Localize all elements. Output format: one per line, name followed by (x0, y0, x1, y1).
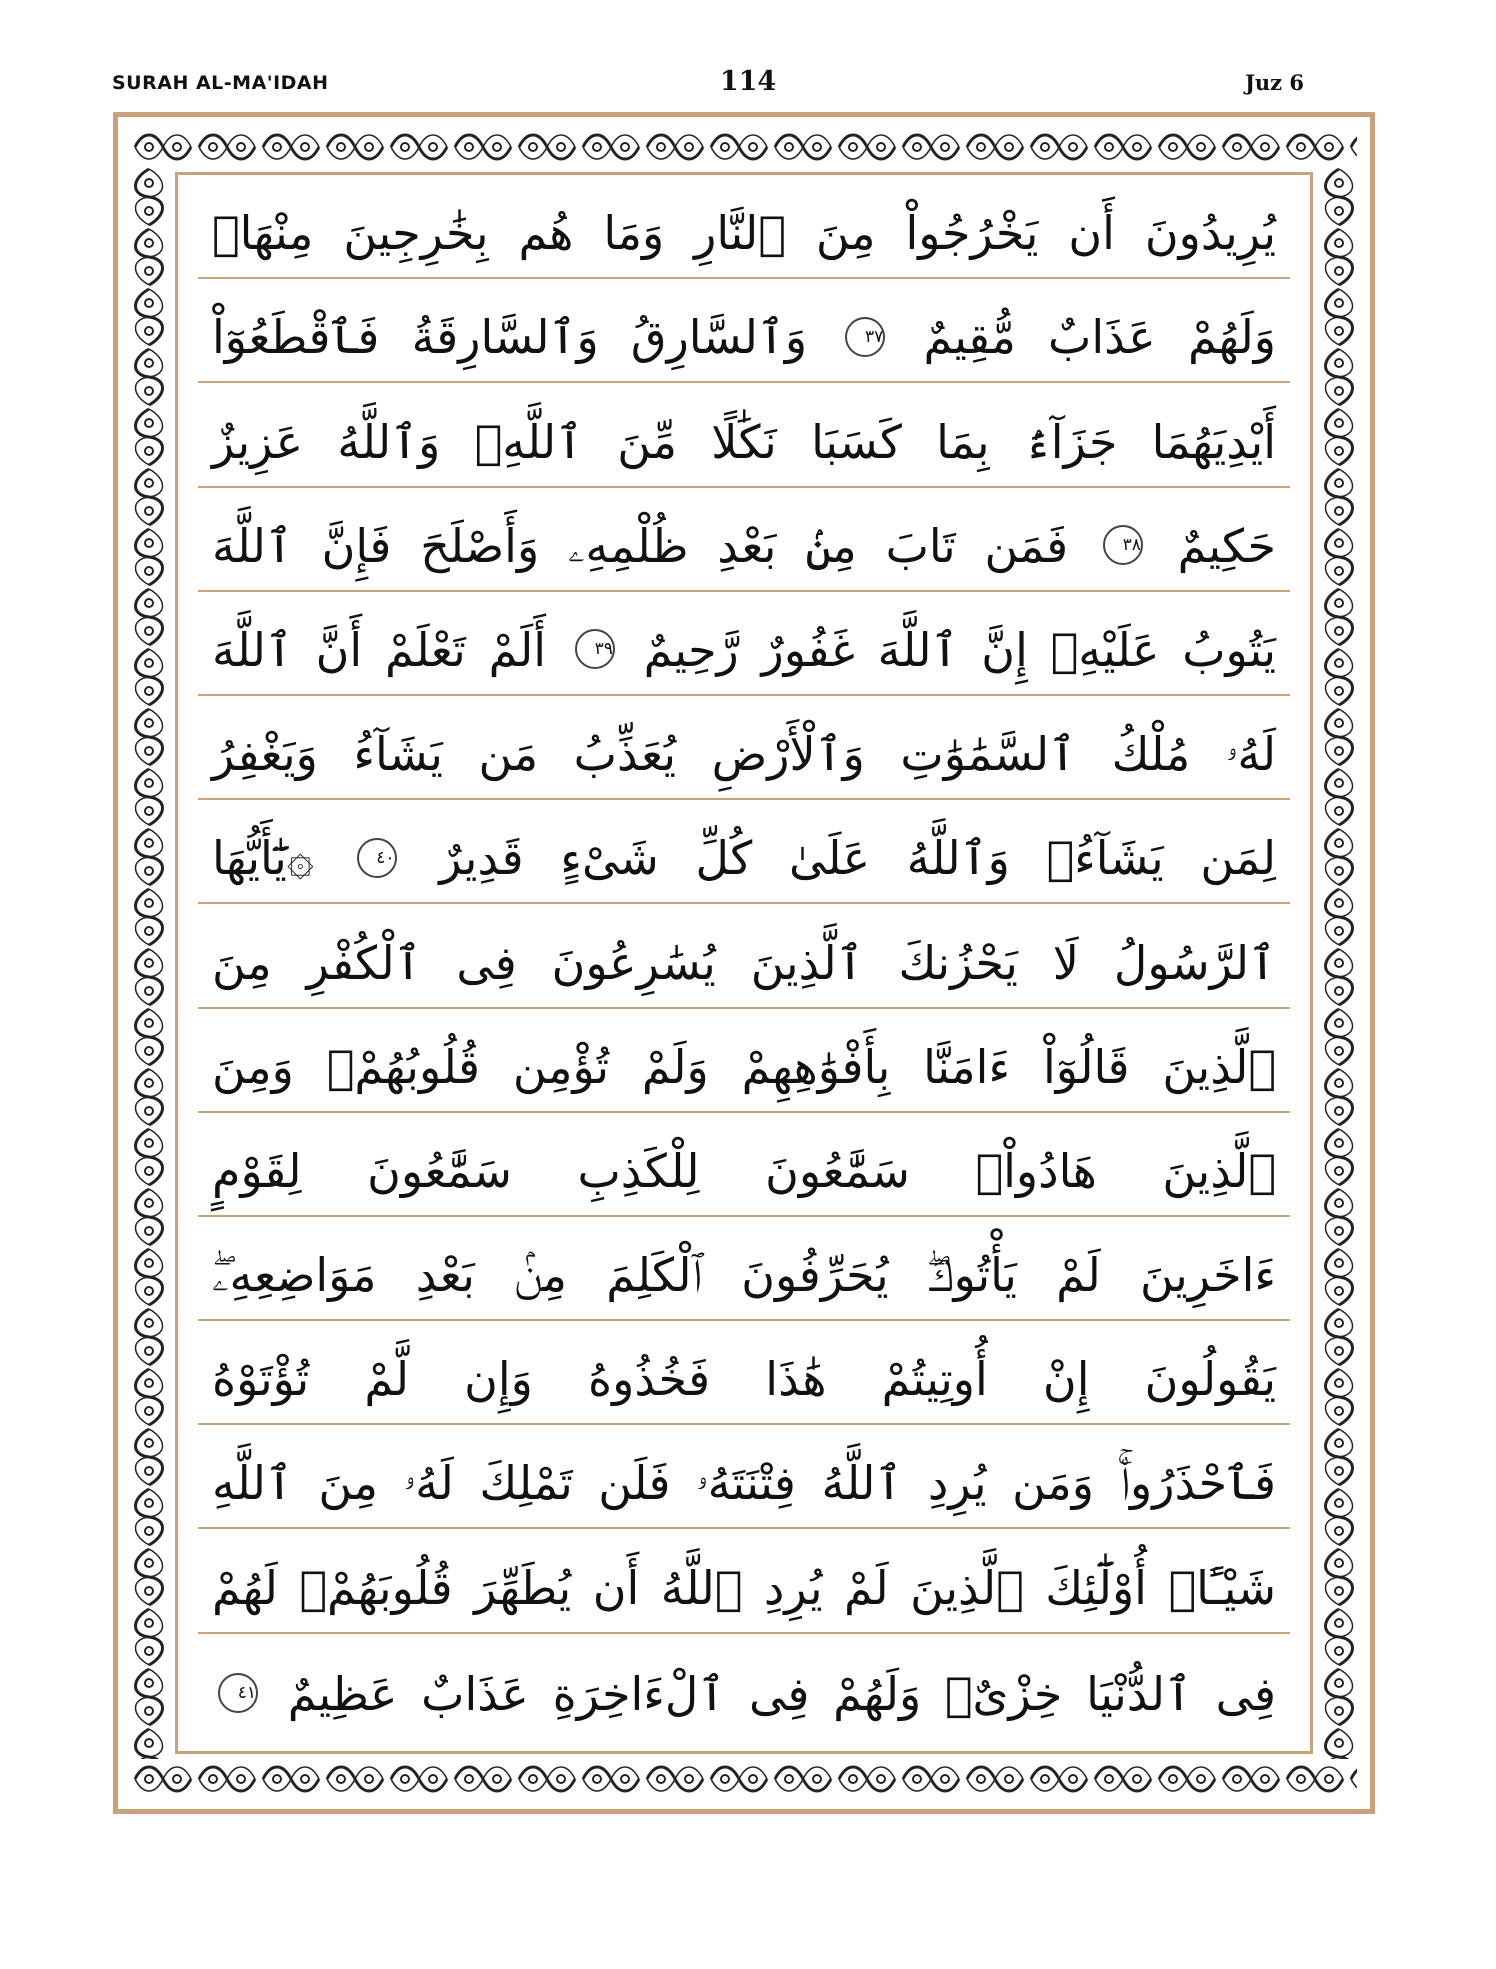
text-line (198, 696, 1290, 800)
text-line (198, 592, 1290, 696)
bottom-ornament-border (131, 1759, 1357, 1799)
verse-text: لِمَن يَشَآءُۗ وَٱللَّهُ عَلَىٰ كُلِّ شَىْءٍ قَدِيرٌ (439, 831, 1277, 886)
line-text (198, 516, 1290, 576)
verse-text: يَتُوبُ عَلَيْهِۚ إِنَّ ٱللَّهَ غَفُورٌ رَّحِيمٌ (643, 622, 1276, 677)
line-text (198, 620, 1290, 680)
verse-text: ءَاخَرِينَ لَمْ يَأْتُوكَۖ يُحَرِّفُونَ ٱلْكَلِمَ مِنۢ بَعْدِ مَوَاضِعِهِۦۖ (212, 1248, 1276, 1303)
line-text (198, 203, 1290, 263)
line-text (198, 933, 1290, 993)
quran-text (198, 175, 1290, 1751)
surah-name: SURAH AL-MA'IDAH (112, 72, 329, 94)
verse-text: ۞يَٰٓأَيُّهَا (212, 831, 314, 886)
line-text (198, 1453, 1290, 1513)
verse-text: حَكِيمٌ (1177, 518, 1276, 573)
verse-end-marker: ٤٠ (357, 838, 397, 878)
line-text (198, 1141, 1290, 1201)
right-ornament-border (1316, 167, 1362, 1759)
verse-text: ٱلرَّسُولُ لَا يَحْزُنكَ ٱلَّذِينَ يُسَٰرِعُونَ فِى ٱلْكُفْرِ مِنَ (212, 935, 1276, 990)
verse-text: أَلَمْ تَعْلَمْ أَنَّ ٱللَّهَ (212, 622, 547, 677)
text-line (198, 904, 1290, 1008)
text-line (198, 800, 1290, 904)
top-ornament-border (131, 127, 1357, 167)
line-text (198, 1245, 1290, 1305)
page-frame (113, 112, 1375, 1814)
line-text (198, 307, 1290, 367)
left-ornament-border (126, 167, 172, 1759)
juz-label: Juz 6 (1244, 70, 1304, 95)
verse-text: فِى ٱلدُّنْيَا خِزْىٌۖ وَلَهُمْ فِى ٱلْءَاخِرَةِ عَذَابٌ عَظِيمٌ (287, 1666, 1276, 1721)
text-frame (175, 172, 1313, 1754)
text-line (198, 1425, 1290, 1529)
verse-text: وَٱلسَّارِقُ وَٱلسَّارِقَةُ فَٱقْطَعُوٓاْ (212, 310, 808, 365)
text-line (198, 175, 1290, 279)
text-line (198, 279, 1290, 383)
verse-text: ٱلَّذِينَ هَادُواْۛ سَمَّٰعُونَ لِلْكَذِبِ سَمَّٰعُونَ لِقَوْمٍ (212, 1143, 1276, 1198)
verse-end-marker: ٣٧ (845, 317, 885, 357)
line-text (198, 1349, 1290, 1409)
page-header (0, 66, 1496, 106)
verse-text: فَمَن تَابَ مِنۢ بَعْدِ ظُلْمِهِۦ وَأَصْلَحَ فَإِنَّ ٱللَّهَ (212, 518, 1069, 573)
verse-text: ٱلَّذِينَ قَالُوٓاْ ءَامَنَّا بِأَفْوَٰهِهِمْ وَلَمْ تُؤْمِن قُلُوبُهُمْۛ وَمِنَ (212, 1039, 1276, 1094)
verse-text: لَهُۥ مُلْكُ ٱلسَّمَٰوَٰتِ وَٱلْأَرْضِ يُعَذِّبُ مَن يَشَآءُ وَيَغْفِرُ (212, 727, 1276, 782)
verse-end-marker: ٣٩ (575, 629, 615, 669)
text-line (198, 1009, 1290, 1113)
text-line (198, 1217, 1290, 1321)
line-text (198, 828, 1290, 888)
text-line (198, 1529, 1290, 1633)
text-line (198, 383, 1290, 487)
line-text (198, 1664, 1290, 1724)
verse-text: فَٱحْذَرُواْۚ وَمَن يُرِدِ ٱللَّهُ فِتْنَتَهُۥ فَلَن تَمْلِكَ لَهُۥ مِنَ ٱللَّهِ (212, 1456, 1276, 1511)
page-number: 114 (719, 66, 777, 97)
text-line (198, 1321, 1290, 1425)
verse-text: يُرِيدُونَ أَن يَخْرُجُواْ مِنَ ٱلنَّارِ وَمَا هُم بِخَٰرِجِينَ مِنْهَاۖ (212, 206, 1276, 261)
verse-end-marker: ٣٨ (1103, 525, 1143, 565)
text-line (198, 1634, 1290, 1738)
line-text (198, 1558, 1290, 1618)
verse-text: يَقُولُونَ إِنْ أُوتِيتُمْ هَٰذَا فَخُذُوهُ وَإِن لَّمْ تُؤْتَوْهُ (212, 1352, 1276, 1407)
verse-text: شَيْـًٔاۚ أُوْلَٰٓئِكَ ٱلَّذِينَ لَمْ يُرِدِ ٱللَّهُ أَن يُطَهِّرَ قُلُوبَهُمْۚ لَهُمْ (212, 1560, 1276, 1615)
verse-end-marker: ٤١ (218, 1673, 258, 1713)
verse-text: وَلَهُمْ عَذَابٌ مُّقِيمٌ (923, 310, 1276, 365)
line-text (198, 412, 1290, 472)
text-line (198, 1113, 1290, 1217)
verse-text: أَيْدِيَهُمَا جَزَآءَۢ بِمَا كَسَبَا نَكَٰلًا مِّنَ ٱللَّهِۗ وَٱللَّهُ عَزِيزٌ (212, 414, 1276, 469)
text-line (198, 488, 1290, 592)
line-text (198, 724, 1290, 784)
line-text (198, 1037, 1290, 1097)
